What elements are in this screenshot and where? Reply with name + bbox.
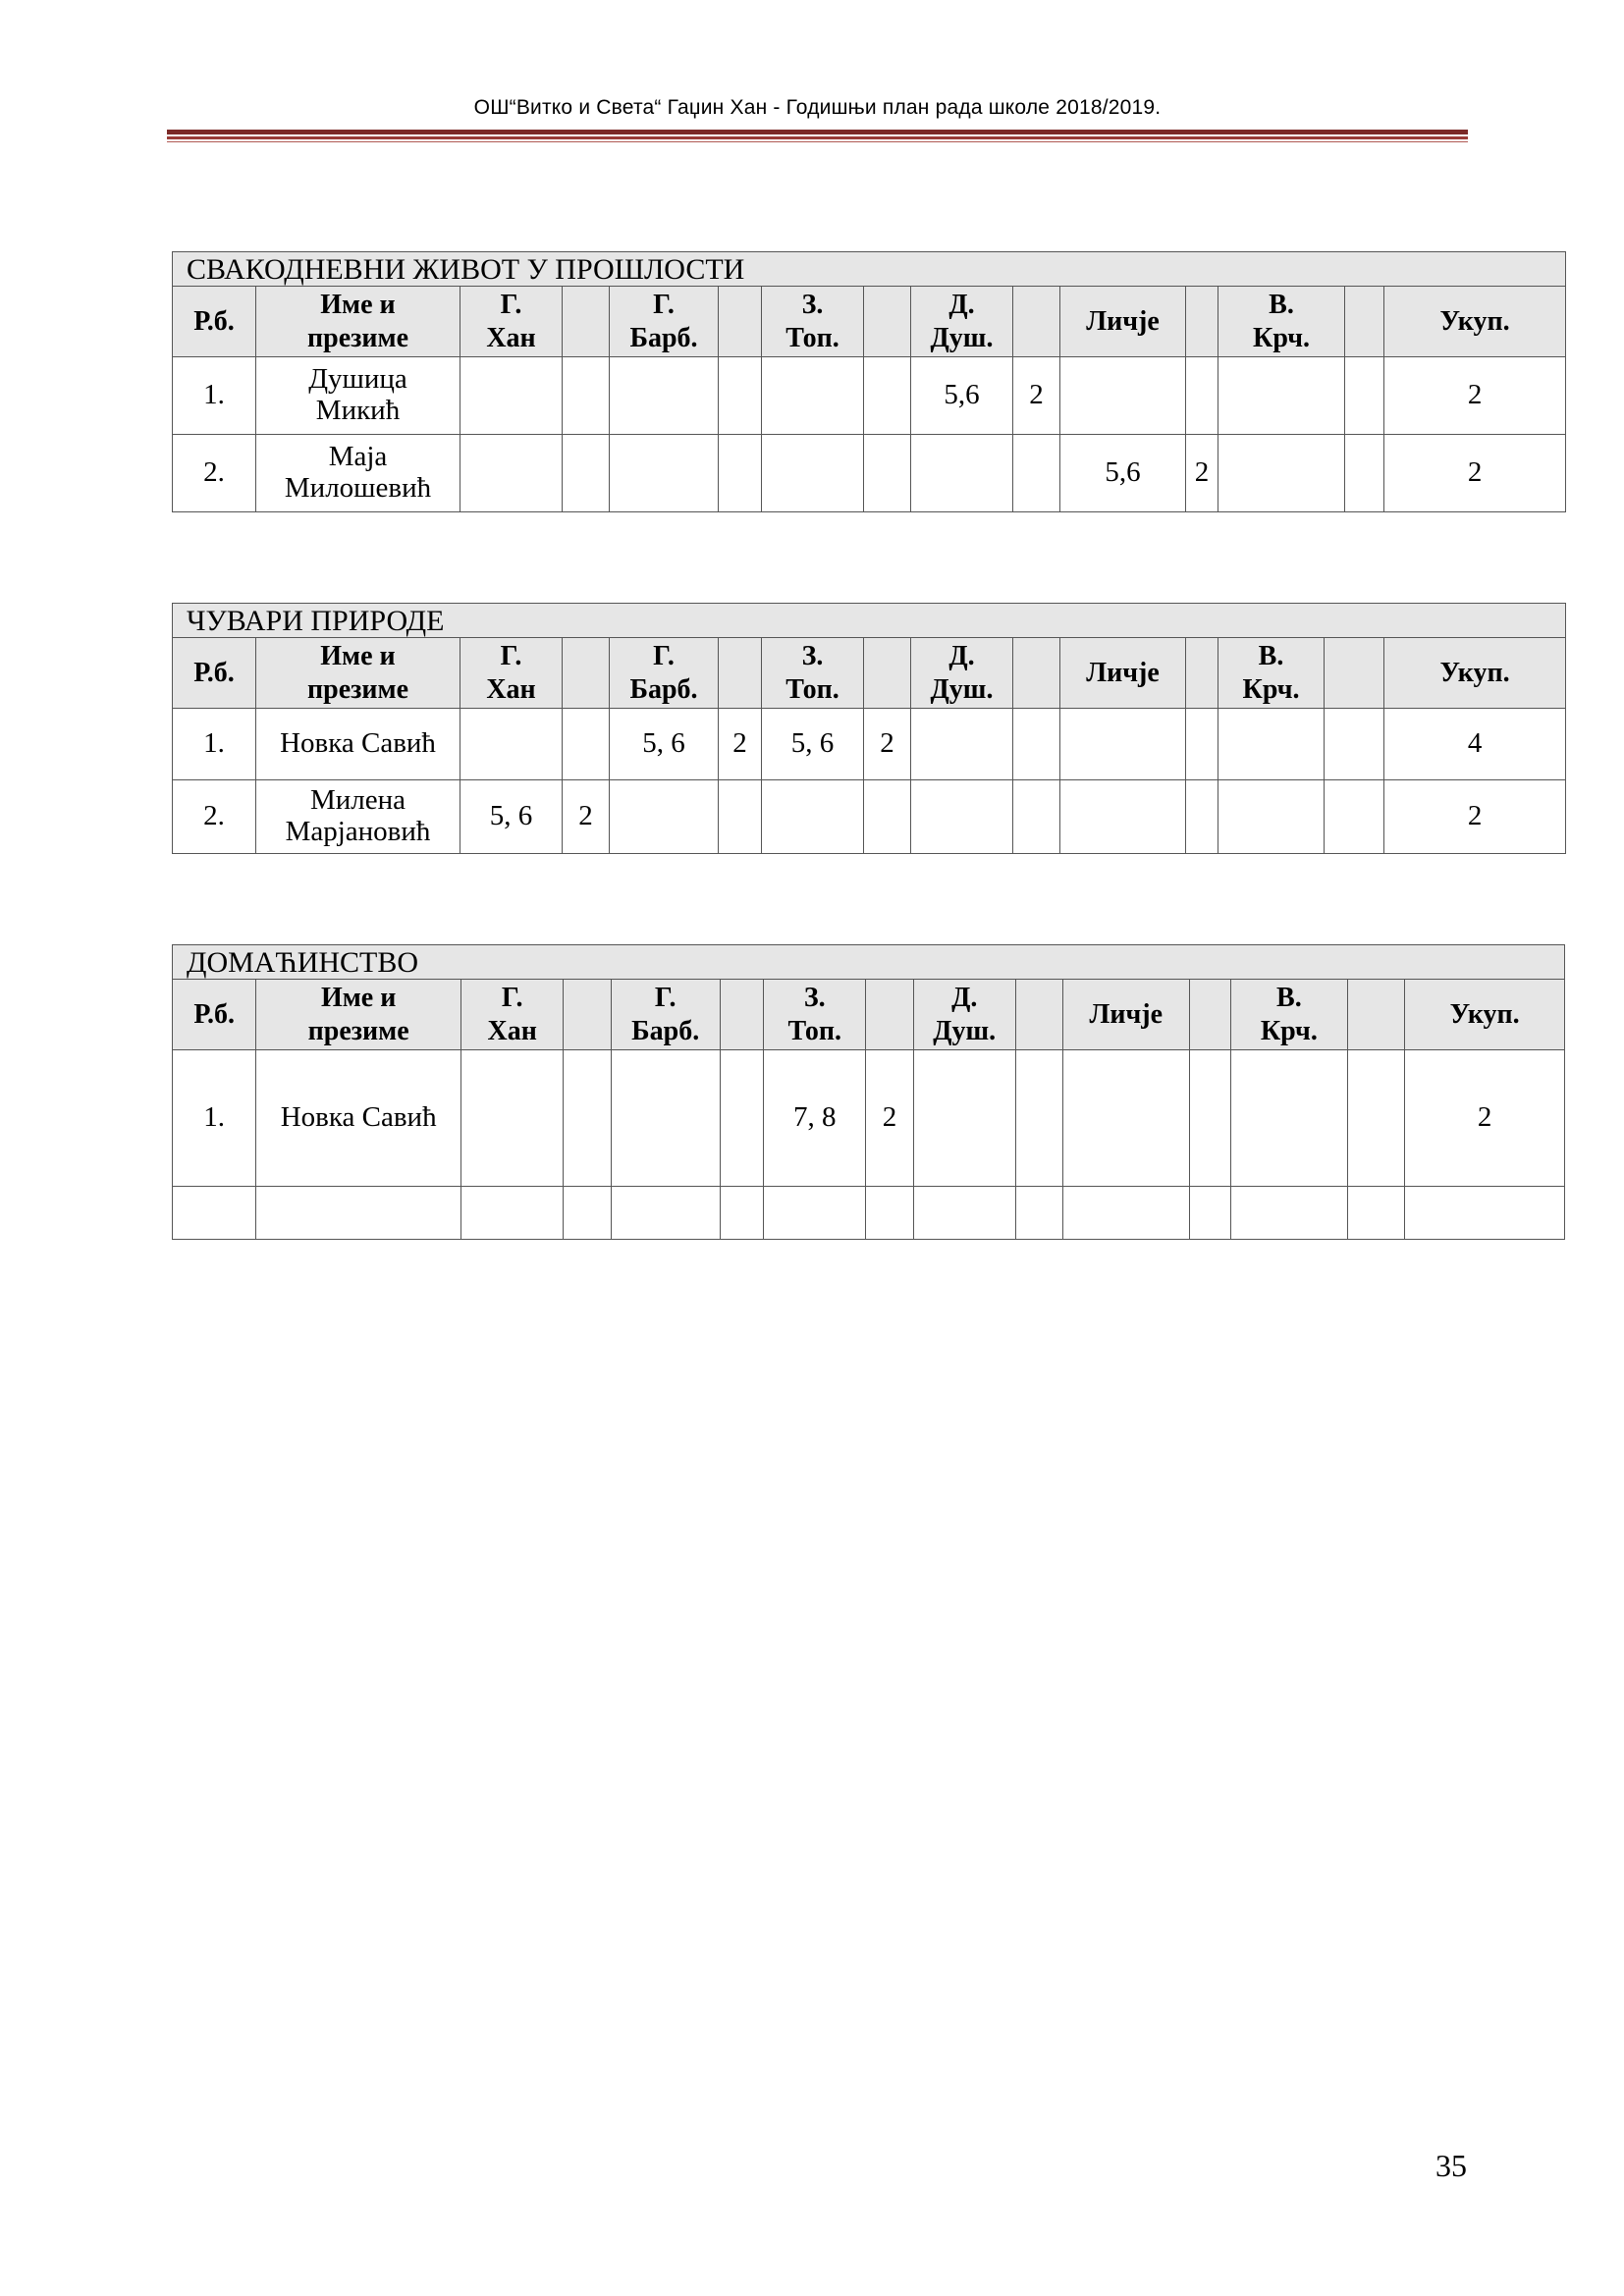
cell-d-dush-count [1013, 435, 1060, 512]
page-header-title: ОШ“Витко и Света“ Гаџин Хан - Годишњи план рада школе 2018/2019. [473, 96, 1162, 119]
col-header-v-krch: В. Крч. [1218, 287, 1345, 357]
col-header-spacer [564, 980, 611, 1050]
cell-d-dush [911, 780, 1013, 854]
col-header-g-barb: Г. Барб. [610, 287, 719, 357]
col-header-g-barb: Г. Барб. [611, 980, 720, 1050]
cell-rb: 1. [173, 709, 256, 780]
cell-v-krch [1218, 709, 1325, 780]
cell-g-barb: 5, 6 [610, 709, 719, 780]
cell-lichje: 5,6 [1060, 435, 1186, 512]
col-header-g-han: Г. Хан [461, 980, 564, 1050]
cell-name: Душица Микић [256, 357, 460, 435]
cell-lichje-count [1189, 1050, 1230, 1187]
col-header-name: Име и презиме [256, 638, 460, 709]
col-header-ukup: Укуп. [1384, 638, 1566, 709]
cell-d-dush-count [1015, 1187, 1062, 1240]
page-number: 35 [1435, 2148, 1467, 2183]
cell-lichje-count [1186, 709, 1218, 780]
cell-d-dush [913, 1187, 1015, 1240]
table-title-row [173, 604, 1566, 638]
cell-g-han-count [563, 709, 610, 780]
col-header-spacer [1325, 638, 1384, 709]
cell-d-dush: 5,6 [911, 357, 1013, 435]
col-header-spacer [864, 287, 911, 357]
cell-name: Милена Марјановић [256, 780, 460, 854]
cell-ukup: 2 [1384, 357, 1566, 435]
cell-d-dush [911, 709, 1013, 780]
cell-g-han-count [564, 1050, 611, 1187]
cell-lichje-count [1186, 780, 1218, 854]
cell-z-top: 7, 8 [764, 1050, 866, 1187]
cell-z-top [764, 1187, 866, 1240]
col-header-spacer [1348, 980, 1405, 1050]
table-header-row [173, 287, 1566, 357]
table-header-row [173, 638, 1566, 709]
table-row [173, 1187, 1565, 1240]
cell-rb: 1. [173, 1050, 256, 1187]
cell-g-han [460, 435, 563, 512]
col-header-spacer [563, 638, 610, 709]
cell-g-barb [610, 357, 719, 435]
table-title: СВАКОДНЕВНИ ЖИВОТ У ПРОШЛОСТИ [173, 252, 1566, 287]
cell-ukup [1405, 1187, 1565, 1240]
cell-lichje [1060, 357, 1186, 435]
cell-v-krch-count [1345, 435, 1384, 512]
cell-lichje-count [1189, 1187, 1230, 1240]
col-header-d-dush: Д. Душ. [911, 638, 1013, 709]
col-header-d-dush: Д. Душ. [911, 287, 1013, 357]
table-title-row [173, 945, 1565, 980]
col-header-spacer [720, 980, 763, 1050]
cell-rb: 2. [173, 780, 256, 854]
cell-ukup: 2 [1405, 1050, 1565, 1187]
table-row [173, 709, 1566, 780]
cell-g-han [460, 709, 563, 780]
cell-lichje [1060, 709, 1186, 780]
cell-v-krch-count [1345, 357, 1384, 435]
col-header-spacer [719, 638, 762, 709]
col-header-lichje: Личје [1060, 287, 1186, 357]
col-header-spacer [1189, 980, 1230, 1050]
cell-d-dush [911, 435, 1013, 512]
cell-g-han [461, 1187, 564, 1240]
table-row [173, 780, 1566, 854]
table-title-row [173, 252, 1566, 287]
cell-d-dush [913, 1050, 1015, 1187]
cell-z-top [762, 357, 864, 435]
col-header-v-krch: В. Крч. [1230, 980, 1347, 1050]
col-header-z-top: З. Топ. [762, 287, 864, 357]
header-rule [167, 130, 1468, 134]
col-header-rb: Р.б. [173, 287, 256, 357]
cell-g-han-count: 2 [563, 780, 610, 854]
col-header-rb: Р.б. [173, 980, 256, 1050]
cell-g-han-count [563, 435, 610, 512]
cell-rb: 2. [173, 435, 256, 512]
cell-v-krch [1230, 1187, 1347, 1240]
cell-g-barb [610, 780, 719, 854]
cell-ukup: 2 [1384, 435, 1566, 512]
cell-g-barb-count: 2 [719, 709, 762, 780]
col-header-spacer [1186, 287, 1218, 357]
cell-g-han-count [564, 1187, 611, 1240]
cell-d-dush-count [1013, 709, 1060, 780]
cell-z-top-count [864, 357, 911, 435]
col-header-ukup: Укуп. [1405, 980, 1565, 1050]
col-header-ukup: Укуп. [1384, 287, 1566, 357]
cell-g-barb-count [719, 435, 762, 512]
table-title: ДОМАЋИНСТВО [173, 945, 1565, 980]
col-header-lichje: Личје [1063, 980, 1189, 1050]
cell-lichje [1063, 1187, 1189, 1240]
cell-v-krch [1218, 435, 1345, 512]
col-header-spacer [1345, 287, 1384, 357]
table-header-row [173, 980, 1565, 1050]
cell-g-han-count [563, 357, 610, 435]
cell-g-barb-count [720, 1050, 763, 1187]
col-header-d-dush: Д. Душ. [913, 980, 1015, 1050]
cell-lichje [1060, 780, 1186, 854]
col-header-lichje: Личје [1060, 638, 1186, 709]
cell-g-barb-count [719, 357, 762, 435]
col-header-g-barb: Г. Барб. [610, 638, 719, 709]
header-rule [167, 141, 1468, 142]
cell-z-top [762, 435, 864, 512]
cell-v-krch [1218, 780, 1325, 854]
table-row [173, 1050, 1565, 1187]
cell-d-dush-count [1013, 780, 1060, 854]
table-row [173, 435, 1566, 512]
cell-name: Новка Савић [256, 1050, 461, 1187]
cell-rb [173, 1187, 256, 1240]
cell-z-top-count [866, 1187, 913, 1240]
cell-lichje-count: 2 [1186, 435, 1218, 512]
cell-v-krch-count [1348, 1187, 1405, 1240]
cell-name: Новка Савић [256, 709, 460, 780]
col-header-spacer [866, 980, 913, 1050]
cell-g-han [461, 1050, 564, 1187]
cell-z-top: 5, 6 [762, 709, 864, 780]
col-header-name: Име и презиме [256, 980, 461, 1050]
col-header-spacer [1013, 287, 1060, 357]
col-header-name: Име и презиме [256, 287, 460, 357]
cell-ukup: 2 [1384, 780, 1566, 854]
col-header-spacer [1015, 980, 1062, 1050]
cell-v-krch [1218, 357, 1345, 435]
table-row [173, 357, 1566, 435]
col-header-v-krch: В. Крч. [1218, 638, 1325, 709]
cell-d-dush-count [1015, 1050, 1062, 1187]
cell-g-barb [610, 435, 719, 512]
cell-g-barb [611, 1187, 720, 1240]
cell-name: Маја Милошевић [256, 435, 460, 512]
cell-g-barb-count [720, 1187, 763, 1240]
cell-v-krch-count [1348, 1050, 1405, 1187]
col-header-spacer [864, 638, 911, 709]
col-header-spacer [563, 287, 610, 357]
col-header-g-han: Г. Хан [460, 287, 563, 357]
cell-z-top [762, 780, 864, 854]
table-domacinstvo [172, 944, 1565, 1240]
cell-g-barb-count [719, 780, 762, 854]
header-rule [167, 136, 1468, 139]
cell-ukup: 4 [1384, 709, 1566, 780]
col-header-z-top: З. Топ. [762, 638, 864, 709]
col-header-spacer [1186, 638, 1218, 709]
cell-g-barb [611, 1050, 720, 1187]
cell-v-krch [1230, 1050, 1347, 1187]
cell-z-top-count: 2 [866, 1050, 913, 1187]
table-svakodnevni-zivot [172, 251, 1566, 512]
cell-lichje-count [1186, 357, 1218, 435]
cell-z-top-count: 2 [864, 709, 911, 780]
cell-d-dush-count: 2 [1013, 357, 1060, 435]
col-header-rb: Р.б. [173, 638, 256, 709]
col-header-spacer [719, 287, 762, 357]
table-title: ЧУВАРИ ПРИРОДЕ [173, 604, 1566, 638]
cell-z-top-count [864, 780, 911, 854]
cell-g-han [460, 357, 563, 435]
cell-v-krch-count [1325, 780, 1384, 854]
cell-name [256, 1187, 461, 1240]
cell-g-han: 5, 6 [460, 780, 563, 854]
col-header-g-han: Г. Хан [460, 638, 563, 709]
col-header-spacer [1013, 638, 1060, 709]
table-cuvari-prirode [172, 603, 1566, 854]
cell-rb: 1. [173, 357, 256, 435]
cell-z-top-count [864, 435, 911, 512]
col-header-z-top: З. Топ. [764, 980, 866, 1050]
cell-v-krch-count [1325, 709, 1384, 780]
cell-lichje [1063, 1050, 1189, 1187]
